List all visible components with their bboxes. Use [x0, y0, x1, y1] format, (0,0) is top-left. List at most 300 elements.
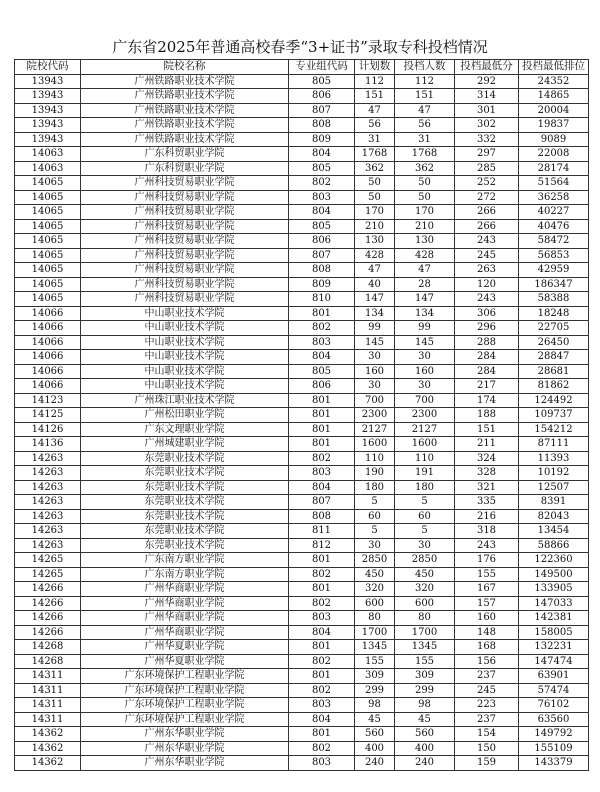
min-rank-cell: 40227	[519, 205, 589, 220]
min-score-cell: 155	[455, 567, 519, 582]
school-name-cell: 广州科技贸易职业学院	[81, 263, 289, 278]
school-name-cell: 广州东华职业学院	[81, 756, 289, 771]
table-row	[15, 176, 589, 191]
school-code-cell: 14065	[15, 277, 81, 292]
admitted-count-cell: 428	[395, 248, 455, 263]
admitted-count-cell: 47	[395, 103, 455, 118]
table-row	[15, 509, 589, 524]
header-school-code: 院校代码	[15, 60, 81, 75]
header-min-score: 投档最低分	[455, 60, 519, 75]
table-row	[15, 379, 589, 394]
min-rank-cell: 132231	[519, 640, 589, 655]
group-code-cell: 808	[289, 118, 355, 133]
school-name-cell: 广东南方职业学院	[81, 553, 289, 568]
admitted-count-cell: 160	[395, 364, 455, 379]
header-admitted-count: 投档人数	[395, 60, 455, 75]
table-row	[15, 205, 589, 220]
group-code-cell: 802	[289, 321, 355, 336]
admitted-count-cell: 170	[395, 205, 455, 220]
group-code-cell: 803	[289, 190, 355, 205]
school-name-cell: 广州铁路职业技术学院	[81, 89, 289, 104]
group-code-cell: 801	[289, 437, 355, 452]
min-score-cell: 321	[455, 480, 519, 495]
school-code-cell: 14311	[15, 683, 81, 698]
admitted-count-cell: 5	[395, 524, 455, 539]
school-code-cell: 14065	[15, 190, 81, 205]
min-score-cell: 263	[455, 263, 519, 278]
group-code-cell: 801	[289, 422, 355, 437]
admitted-count-cell: 145	[395, 335, 455, 350]
school-name-cell: 中山职业技术学院	[81, 364, 289, 379]
school-code-cell: 13943	[15, 74, 81, 89]
group-code-cell: 804	[289, 205, 355, 220]
group-code-cell: 811	[289, 524, 355, 539]
table-row	[15, 248, 589, 263]
group-code-cell: 802	[289, 176, 355, 191]
admitted-count-cell: 47	[395, 263, 455, 278]
group-code-cell: 806	[289, 379, 355, 394]
school-name-cell: 广州松田职业学院	[81, 408, 289, 423]
min-score-cell: 223	[455, 698, 519, 713]
school-name-cell: 广州科技贸易职业学院	[81, 176, 289, 191]
min-rank-cell: 58866	[519, 538, 589, 553]
admitted-count-cell: 112	[395, 74, 455, 89]
min-score-cell: 150	[455, 741, 519, 756]
table-row	[15, 190, 589, 205]
min-score-cell: 288	[455, 335, 519, 350]
min-score-cell: 216	[455, 509, 519, 524]
min-score-cell: 306	[455, 306, 519, 321]
school-name-cell: 广州科技贸易职业学院	[81, 292, 289, 307]
min-rank-cell: 12507	[519, 480, 589, 495]
school-name-cell: 东莞职业技术学院	[81, 509, 289, 524]
group-code-cell: 802	[289, 451, 355, 466]
school-name-cell: 广州铁路职业技术学院	[81, 74, 289, 89]
min-rank-cell: 24352	[519, 74, 589, 89]
plan-count-cell: 450	[355, 567, 395, 582]
plan-count-cell: 130	[355, 234, 395, 249]
school-name-cell: 广州华商职业学院	[81, 625, 289, 640]
school-code-cell: 14063	[15, 147, 81, 162]
min-rank-cell: 8391	[519, 495, 589, 510]
school-name-cell: 东莞职业技术学院	[81, 538, 289, 553]
min-score-cell: 314	[455, 89, 519, 104]
group-code-cell: 808	[289, 509, 355, 524]
min-score-cell: 266	[455, 219, 519, 234]
school-code-cell: 13943	[15, 132, 81, 147]
min-score-cell: 174	[455, 393, 519, 408]
min-rank-cell: 10192	[519, 466, 589, 481]
min-score-cell: 284	[455, 364, 519, 379]
group-code-cell: 810	[289, 292, 355, 307]
plan-count-cell: 145	[355, 335, 395, 350]
group-code-cell: 805	[289, 219, 355, 234]
table-row	[15, 553, 589, 568]
table-row	[15, 74, 589, 89]
min-rank-cell: 56853	[519, 248, 589, 263]
min-rank-cell: 147033	[519, 596, 589, 611]
school-code-cell: 14126	[15, 422, 81, 437]
school-code-cell: 14268	[15, 654, 81, 669]
group-code-cell: 803	[289, 611, 355, 626]
group-code-cell: 804	[289, 712, 355, 727]
group-code-cell: 802	[289, 683, 355, 698]
group-code-cell: 801	[289, 306, 355, 321]
min-score-cell: 335	[455, 495, 519, 510]
plan-count-cell: 45	[355, 712, 395, 727]
min-rank-cell: 22008	[519, 147, 589, 162]
admitted-count-cell: 1768	[395, 147, 455, 162]
min-score-cell: 272	[455, 190, 519, 205]
group-code-cell: 803	[289, 335, 355, 350]
admitted-count-cell: 210	[395, 219, 455, 234]
min-rank-cell: 63901	[519, 669, 589, 684]
group-code-cell: 807	[289, 248, 355, 263]
group-code-cell: 809	[289, 132, 355, 147]
min-score-cell: 285	[455, 161, 519, 176]
plan-count-cell: 30	[355, 379, 395, 394]
school-code-cell: 14123	[15, 393, 81, 408]
group-code-cell: 802	[289, 654, 355, 669]
header-row	[15, 60, 589, 75]
school-name-cell: 东莞职业技术学院	[81, 480, 289, 495]
school-code-cell: 14268	[15, 640, 81, 655]
min-score-cell: 167	[455, 582, 519, 597]
min-rank-cell: 186347	[519, 277, 589, 292]
table-row	[15, 103, 589, 118]
school-name-cell: 广州科技贸易职业学院	[81, 190, 289, 205]
table-row	[15, 727, 589, 742]
plan-count-cell: 700	[355, 393, 395, 408]
admitted-count-cell: 2300	[395, 408, 455, 423]
min-rank-cell: 28847	[519, 350, 589, 365]
group-code-cell: 806	[289, 234, 355, 249]
plan-count-cell: 30	[355, 538, 395, 553]
group-code-cell: 808	[289, 263, 355, 278]
min-score-cell: 243	[455, 538, 519, 553]
min-rank-cell: 63560	[519, 712, 589, 727]
min-score-cell: 296	[455, 321, 519, 336]
min-rank-cell: 26450	[519, 335, 589, 350]
admitted-count-cell: 99	[395, 321, 455, 336]
table-row	[15, 277, 589, 292]
document-title: 广东省2025年普通高校春季“3+证书”录取专科投档情况	[112, 38, 488, 56]
school-code-cell: 14263	[15, 466, 81, 481]
school-code-cell: 14362	[15, 727, 81, 742]
plan-count-cell: 180	[355, 480, 395, 495]
plan-count-cell: 99	[355, 321, 395, 336]
plan-count-cell: 2127	[355, 422, 395, 437]
table-row	[15, 263, 589, 278]
group-code-cell: 801	[289, 669, 355, 684]
table-row	[15, 118, 589, 133]
min-rank-cell: 58472	[519, 234, 589, 249]
admitted-count-cell: 2850	[395, 553, 455, 568]
table-row	[15, 408, 589, 423]
school-name-cell: 广东南方职业学院	[81, 567, 289, 582]
plan-count-cell: 560	[355, 727, 395, 742]
min-rank-cell: 9089	[519, 132, 589, 147]
min-score-cell: 159	[455, 756, 519, 771]
school-code-cell: 14125	[15, 408, 81, 423]
plan-count-cell: 112	[355, 74, 395, 89]
admitted-count-cell: 600	[395, 596, 455, 611]
school-name-cell: 广州华商职业学院	[81, 611, 289, 626]
school-name-cell: 中山职业技术学院	[81, 306, 289, 321]
plan-count-cell: 190	[355, 466, 395, 481]
min-score-cell: 154	[455, 727, 519, 742]
admitted-count-cell: 147	[395, 292, 455, 307]
min-rank-cell: 158005	[519, 625, 589, 640]
table-row	[15, 437, 589, 452]
school-code-cell: 14266	[15, 625, 81, 640]
group-code-cell: 804	[289, 480, 355, 495]
min-score-cell: 237	[455, 712, 519, 727]
min-rank-cell: 155109	[519, 741, 589, 756]
school-code-cell: 14066	[15, 321, 81, 336]
plan-count-cell: 56	[355, 118, 395, 133]
min-score-cell: 318	[455, 524, 519, 539]
school-code-cell: 14065	[15, 234, 81, 249]
school-code-cell: 14266	[15, 582, 81, 597]
min-rank-cell: 57474	[519, 683, 589, 698]
min-score-cell: 156	[455, 654, 519, 669]
plan-count-cell: 134	[355, 306, 395, 321]
admitted-count-cell: 155	[395, 654, 455, 669]
admitted-count-cell: 80	[395, 611, 455, 626]
school-code-cell: 14266	[15, 611, 81, 626]
school-code-cell: 14065	[15, 248, 81, 263]
school-code-cell: 14065	[15, 176, 81, 191]
group-code-cell: 803	[289, 466, 355, 481]
admitted-count-cell: 30	[395, 538, 455, 553]
school-name-cell: 广东环境保护工程职业学院	[81, 712, 289, 727]
plan-count-cell: 155	[355, 654, 395, 669]
table-row	[15, 292, 589, 307]
admitted-count-cell: 50	[395, 176, 455, 191]
group-code-cell: 806	[289, 89, 355, 104]
school-name-cell: 广州科技贸易职业学院	[81, 234, 289, 249]
school-code-cell: 14066	[15, 306, 81, 321]
min-score-cell: 168	[455, 640, 519, 655]
school-code-cell: 14065	[15, 219, 81, 234]
min-score-cell: 292	[455, 74, 519, 89]
plan-count-cell: 1768	[355, 147, 395, 162]
plan-count-cell: 30	[355, 350, 395, 365]
table-row	[15, 306, 589, 321]
school-name-cell: 广州科技贸易职业学院	[81, 248, 289, 263]
header-min-rank: 投档最低排位	[519, 60, 589, 75]
min-rank-cell: 51564	[519, 176, 589, 191]
group-code-cell: 802	[289, 567, 355, 582]
min-score-cell: 324	[455, 451, 519, 466]
school-name-cell: 广州华夏职业学院	[81, 654, 289, 669]
group-code-cell: 807	[289, 495, 355, 510]
school-name-cell: 广州科技贸易职业学院	[81, 205, 289, 220]
admitted-count-cell: 60	[395, 509, 455, 524]
min-score-cell: 243	[455, 292, 519, 307]
school-code-cell: 13943	[15, 118, 81, 133]
table-row	[15, 538, 589, 553]
table-row	[15, 161, 589, 176]
min-rank-cell: 149792	[519, 727, 589, 742]
min-rank-cell: 109737	[519, 408, 589, 423]
group-code-cell: 804	[289, 625, 355, 640]
plan-count-cell: 309	[355, 669, 395, 684]
school-name-cell: 中山职业技术学院	[81, 350, 289, 365]
min-rank-cell: 81862	[519, 379, 589, 394]
table-row	[15, 524, 589, 539]
min-score-cell: 217	[455, 379, 519, 394]
group-code-cell: 805	[289, 74, 355, 89]
plan-count-cell: 428	[355, 248, 395, 263]
min-rank-cell: 133905	[519, 582, 589, 597]
min-score-cell: 160	[455, 611, 519, 626]
school-code-cell: 14065	[15, 292, 81, 307]
school-name-cell: 广东科贸职业学院	[81, 147, 289, 162]
school-code-cell: 14063	[15, 161, 81, 176]
min-score-cell: 297	[455, 147, 519, 162]
school-name-cell: 中山职业技术学院	[81, 321, 289, 336]
min-rank-cell: 124492	[519, 393, 589, 408]
admitted-count-cell: 700	[395, 393, 455, 408]
min-rank-cell: 147474	[519, 654, 589, 669]
table-row	[15, 756, 589, 771]
min-rank-cell: 122360	[519, 553, 589, 568]
admitted-count-cell: 309	[395, 669, 455, 684]
school-name-cell: 广州城建职业学院	[81, 437, 289, 452]
school-name-cell: 东莞职业技术学院	[81, 495, 289, 510]
min-score-cell: 266	[455, 205, 519, 220]
school-code-cell: 14066	[15, 379, 81, 394]
school-code-cell: 14263	[15, 480, 81, 495]
plan-count-cell: 1700	[355, 625, 395, 640]
admission-table	[14, 59, 589, 771]
plan-count-cell: 600	[355, 596, 395, 611]
school-name-cell: 广东环境保护工程职业学院	[81, 698, 289, 713]
school-code-cell: 14266	[15, 596, 81, 611]
min-rank-cell: 13454	[519, 524, 589, 539]
group-code-cell: 809	[289, 277, 355, 292]
min-rank-cell: 76102	[519, 698, 589, 713]
table-row	[15, 147, 589, 162]
admitted-count-cell: 98	[395, 698, 455, 713]
school-code-cell: 14362	[15, 741, 81, 756]
school-name-cell: 中山职业技术学院	[81, 335, 289, 350]
min-rank-cell: 18248	[519, 306, 589, 321]
table-row	[15, 335, 589, 350]
plan-count-cell: 299	[355, 683, 395, 698]
school-name-cell: 广东文理职业学院	[81, 422, 289, 437]
admitted-count-cell: 1345	[395, 640, 455, 655]
school-name-cell: 广东环境保护工程职业学院	[81, 683, 289, 698]
school-code-cell: 14136	[15, 437, 81, 452]
plan-count-cell: 2300	[355, 408, 395, 423]
table-row	[15, 698, 589, 713]
table-row	[15, 321, 589, 336]
school-name-cell: 广州华夏职业学院	[81, 640, 289, 655]
table-row	[15, 495, 589, 510]
table-row	[15, 219, 589, 234]
table-row	[15, 480, 589, 495]
admitted-count-cell: 31	[395, 132, 455, 147]
min-score-cell: 188	[455, 408, 519, 423]
table-row	[15, 393, 589, 408]
group-code-cell: 805	[289, 364, 355, 379]
group-code-cell: 812	[289, 538, 355, 553]
admitted-count-cell: 362	[395, 161, 455, 176]
min-score-cell: 245	[455, 248, 519, 263]
admitted-count-cell: 400	[395, 741, 455, 756]
admitted-count-cell: 1700	[395, 625, 455, 640]
group-code-cell: 804	[289, 350, 355, 365]
min-rank-cell: 28681	[519, 364, 589, 379]
table-row	[15, 234, 589, 249]
school-code-cell: 14263	[15, 495, 81, 510]
school-name-cell: 广州东华职业学院	[81, 727, 289, 742]
school-name-cell: 广州东华职业学院	[81, 741, 289, 756]
table-row	[15, 669, 589, 684]
school-code-cell: 13943	[15, 103, 81, 118]
min-rank-cell: 20004	[519, 103, 589, 118]
school-name-cell: 东莞职业技术学院	[81, 451, 289, 466]
school-name-cell: 广州华商职业学院	[81, 582, 289, 597]
school-code-cell: 14263	[15, 451, 81, 466]
min-score-cell: 301	[455, 103, 519, 118]
plan-count-cell: 362	[355, 161, 395, 176]
plan-count-cell: 400	[355, 741, 395, 756]
group-code-cell: 804	[289, 147, 355, 162]
admitted-count-cell: 110	[395, 451, 455, 466]
group-code-cell: 803	[289, 756, 355, 771]
table-row	[15, 132, 589, 147]
school-name-cell: 广州铁路职业技术学院	[81, 132, 289, 147]
group-code-cell: 801	[289, 582, 355, 597]
school-code-cell: 14362	[15, 756, 81, 771]
admitted-count-cell: 134	[395, 306, 455, 321]
min-score-cell: 120	[455, 277, 519, 292]
school-code-cell: 14311	[15, 698, 81, 713]
min-score-cell: 151	[455, 422, 519, 437]
min-rank-cell: 87111	[519, 437, 589, 452]
admitted-count-cell: 2127	[395, 422, 455, 437]
table-row	[15, 422, 589, 437]
table-row	[15, 466, 589, 481]
min-rank-cell: 143379	[519, 756, 589, 771]
plan-count-cell: 147	[355, 292, 395, 307]
school-code-cell: 14311	[15, 669, 81, 684]
min-score-cell: 252	[455, 176, 519, 191]
school-code-cell: 14066	[15, 335, 81, 350]
school-code-cell: 14065	[15, 205, 81, 220]
min-rank-cell: 36258	[519, 190, 589, 205]
plan-count-cell: 31	[355, 132, 395, 147]
plan-count-cell: 47	[355, 263, 395, 278]
plan-count-cell: 1600	[355, 437, 395, 452]
table-row	[15, 364, 589, 379]
min-score-cell: 148	[455, 625, 519, 640]
min-rank-cell: 11393	[519, 451, 589, 466]
min-rank-cell: 142381	[519, 611, 589, 626]
plan-count-cell: 5	[355, 524, 395, 539]
plan-count-cell: 60	[355, 509, 395, 524]
table-row	[15, 451, 589, 466]
table-row	[15, 625, 589, 640]
group-code-cell: 801	[289, 553, 355, 568]
table-row	[15, 350, 589, 365]
min-score-cell: 328	[455, 466, 519, 481]
school-code-cell: 14263	[15, 538, 81, 553]
